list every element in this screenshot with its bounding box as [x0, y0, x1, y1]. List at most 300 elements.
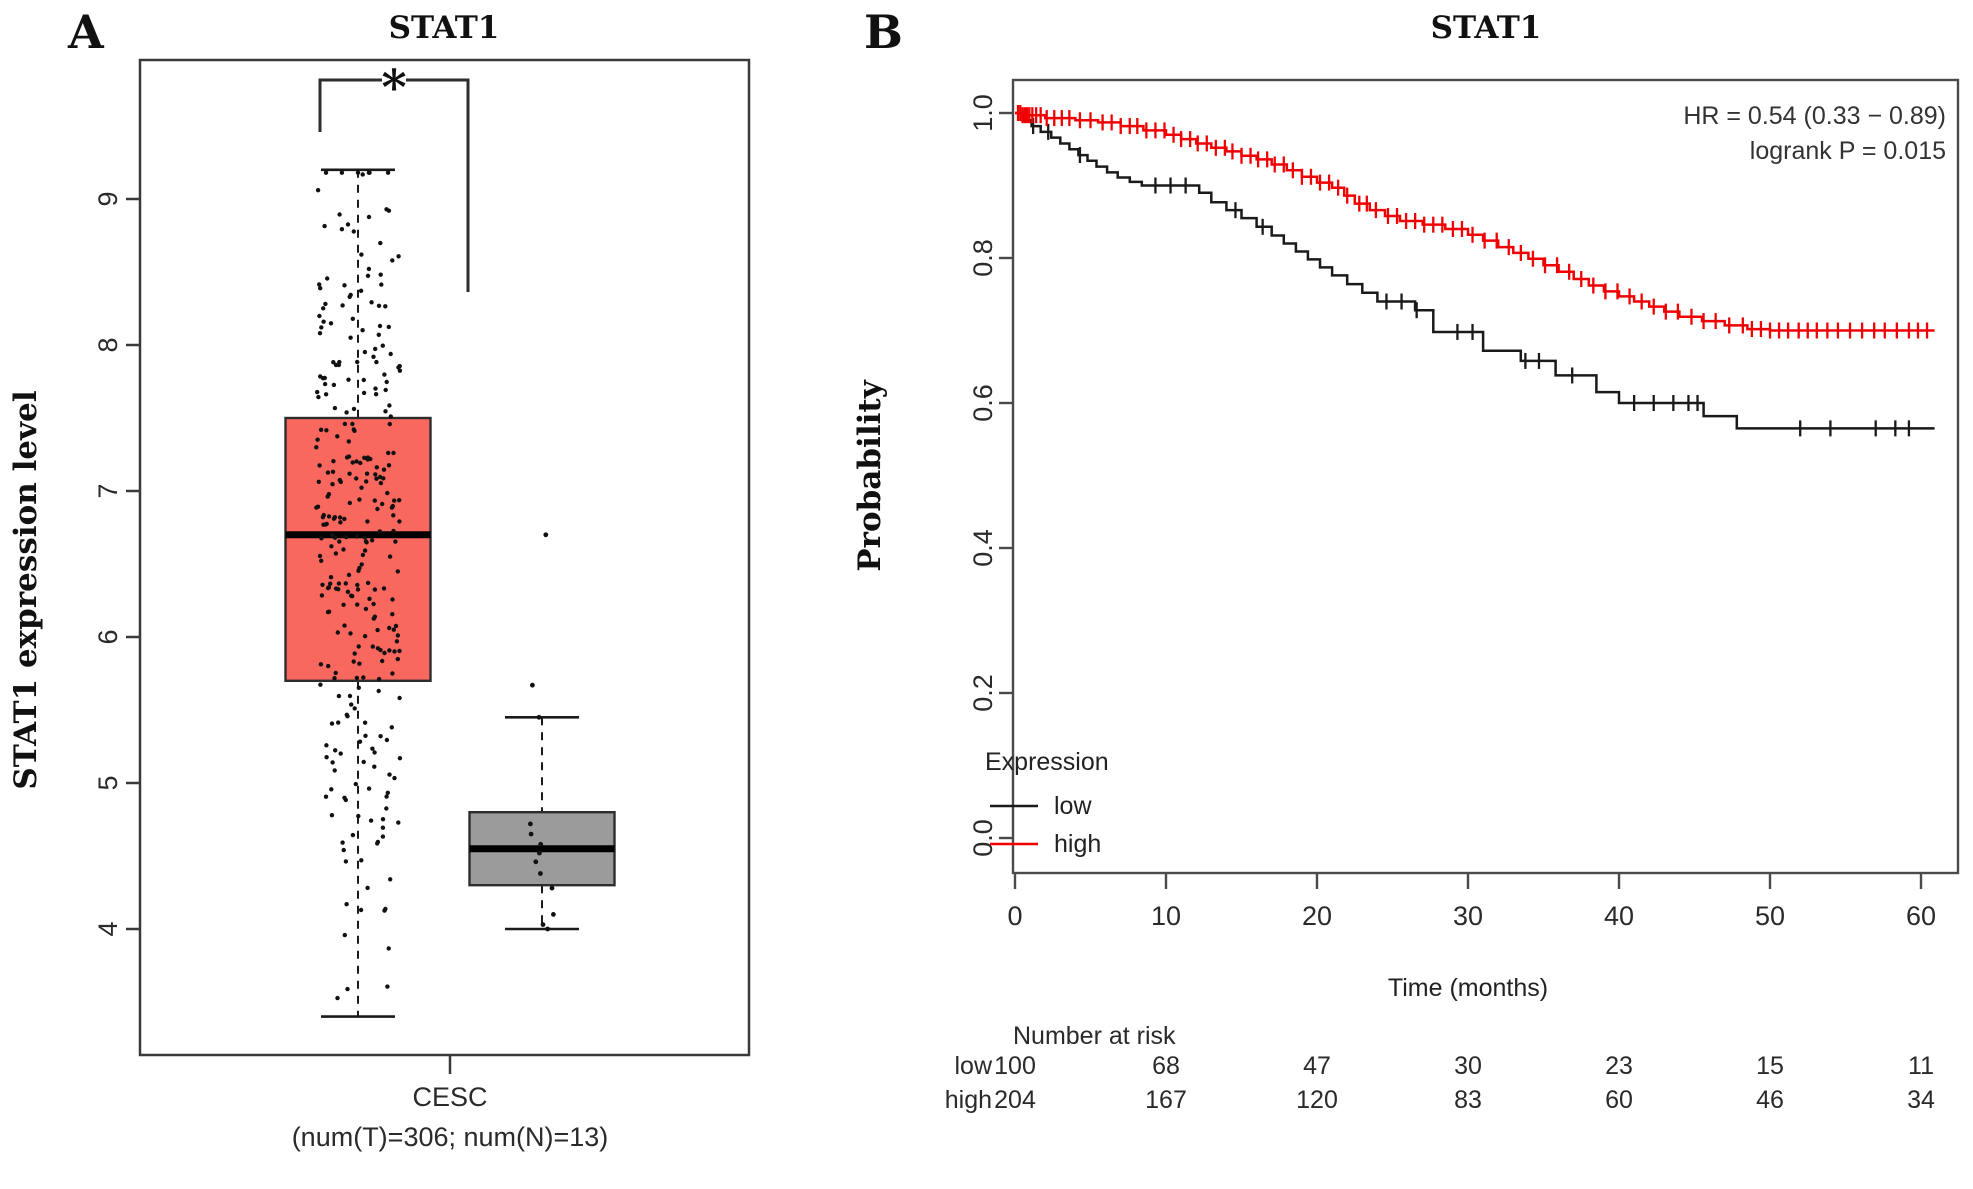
jitter-point — [330, 760, 334, 764]
jitter-point — [333, 515, 337, 519]
jitter-point — [385, 380, 389, 384]
jitter-point — [361, 172, 365, 176]
jitter-point — [319, 662, 323, 666]
jitter-point — [323, 376, 327, 380]
jitter-point — [314, 505, 318, 509]
panel-a-title: STAT1 — [388, 10, 500, 46]
jitter-point — [369, 818, 373, 822]
jitter-point — [349, 293, 353, 297]
jitter-point — [329, 321, 333, 325]
jitter-point — [392, 628, 396, 632]
jitter-point — [359, 908, 363, 912]
jitter-point — [333, 768, 337, 772]
y-tick-label: 0.6 — [968, 384, 998, 422]
jitter-point — [366, 455, 370, 459]
jitter-point — [342, 796, 346, 800]
panel-a-y-axis-label: STAT1 expression level — [8, 390, 44, 790]
jitter-point — [393, 539, 397, 543]
jitter-point — [353, 706, 357, 710]
y-tick-label: 0.2 — [968, 674, 998, 712]
jitter-point — [371, 355, 375, 359]
jitter-point — [324, 743, 328, 747]
jitter-point — [363, 734, 367, 738]
jitter-point — [366, 581, 370, 585]
jitter-point — [374, 392, 378, 396]
jitter-point — [379, 273, 383, 277]
jitter-point — [397, 498, 401, 502]
jitter-point — [363, 634, 367, 638]
jitter-point — [367, 597, 371, 601]
jitter-point — [390, 258, 394, 262]
jitter-point — [356, 171, 360, 175]
jitter-point — [386, 791, 390, 795]
risk-row-label: low — [954, 1052, 992, 1080]
jitter-point — [335, 434, 339, 438]
jitter-point — [317, 480, 321, 484]
jitter-point — [319, 428, 323, 432]
jitter-point — [381, 344, 385, 348]
jitter-point — [385, 984, 389, 988]
jitter-point — [331, 459, 335, 463]
jitter-point — [329, 544, 333, 548]
jitter-point — [323, 302, 327, 306]
legend-high-label: high — [1054, 830, 1102, 858]
jitter-point — [372, 765, 376, 769]
risk-value: 68 — [1152, 1052, 1180, 1080]
jitter-point — [341, 547, 345, 551]
jitter-point — [336, 587, 340, 591]
risk-value: 83 — [1454, 1086, 1482, 1114]
jitter-point — [389, 352, 393, 356]
jitter-point — [330, 721, 334, 725]
jitter-point — [384, 806, 388, 810]
jitter-point — [316, 395, 320, 399]
jitter-point — [344, 859, 348, 863]
jitter-point — [346, 222, 350, 226]
y-tick-label: 7 — [93, 483, 123, 499]
y-tick-label: 0.8 — [968, 239, 998, 277]
jitter-point — [377, 677, 381, 681]
jitter-point — [377, 333, 381, 337]
jitter-point — [363, 350, 367, 354]
jitter-point — [355, 676, 359, 680]
jitter-point — [330, 482, 334, 486]
jitter-point — [380, 502, 384, 506]
jitter-point — [329, 575, 333, 579]
risk-value: 46 — [1756, 1086, 1784, 1114]
jitter-point — [376, 840, 380, 844]
jitter-point — [338, 520, 342, 524]
jitter-point — [326, 470, 330, 474]
jitter-point — [391, 529, 395, 533]
normal-point — [537, 851, 542, 856]
jitter-point — [327, 585, 331, 589]
jitter-point — [373, 498, 377, 502]
x-tick-label: 40 — [1603, 901, 1635, 931]
jitter-point — [342, 283, 346, 287]
jitter-point — [378, 241, 382, 245]
y-tick-label: 0.4 — [968, 529, 998, 567]
jitter-point — [342, 517, 346, 521]
jitter-point — [363, 548, 367, 552]
jitter-point — [352, 407, 356, 411]
x-tick-label: 20 — [1301, 901, 1333, 931]
jitter-point — [343, 933, 347, 937]
risk-value: 167 — [1145, 1086, 1187, 1114]
risk-table-header: Number at risk — [1013, 1022, 1176, 1050]
jitter-point — [375, 507, 379, 511]
jitter-point — [362, 391, 366, 395]
jitter-point — [390, 597, 394, 601]
normal-point — [528, 822, 533, 827]
jitter-point — [338, 515, 342, 519]
jitter-point — [367, 267, 371, 271]
jitter-point — [335, 996, 339, 1000]
jitter-point — [394, 624, 398, 628]
logrank-annotation: logrank P = 0.015 — [1749, 137, 1946, 165]
jitter-point — [378, 648, 382, 652]
normal-point — [545, 927, 550, 932]
jitter-point — [398, 756, 402, 760]
jitter-point — [391, 451, 395, 455]
jitter-point — [321, 523, 325, 527]
jitter-point — [326, 494, 330, 498]
jitter-point — [374, 360, 378, 364]
jitter-point — [372, 616, 376, 620]
jitter-point — [333, 536, 337, 540]
jitter-point — [337, 694, 341, 698]
jitter-point — [336, 630, 340, 634]
jitter-point — [383, 409, 387, 413]
risk-value: 23 — [1605, 1052, 1633, 1080]
jitter-point — [370, 538, 374, 542]
panel-b-title: STAT1 — [1430, 10, 1542, 46]
jitter-point — [340, 303, 344, 307]
jitter-point — [387, 946, 391, 950]
y-tick-label: 4 — [93, 921, 123, 937]
jitter-point — [362, 378, 366, 382]
jitter-point — [336, 720, 340, 724]
jitter-point — [341, 603, 345, 607]
jitter-point — [348, 694, 352, 698]
jitter-point — [379, 282, 383, 286]
jitter-point — [340, 171, 344, 175]
jitter-point — [357, 644, 361, 648]
jitter-point — [355, 534, 359, 538]
panel-a-label: A — [68, 5, 104, 59]
normal-point — [533, 859, 538, 864]
jitter-point — [346, 590, 350, 594]
jitter-point — [396, 657, 400, 661]
x-tick-label: 30 — [1452, 901, 1484, 931]
jitter-point — [361, 553, 365, 557]
jitter-point — [351, 317, 355, 321]
jitter-point — [364, 479, 368, 483]
jitter-point — [329, 787, 333, 791]
risk-value: 204 — [994, 1086, 1036, 1114]
jitter-point — [369, 300, 373, 304]
jitter-point — [392, 776, 396, 780]
jitter-point — [318, 683, 322, 687]
jitter-point — [324, 755, 328, 759]
jitter-point — [320, 593, 324, 597]
jitter-point — [365, 472, 369, 476]
jitter-point — [364, 540, 368, 544]
panel-a-boxplot — [0, 0, 850, 1189]
panel-b-label: B — [864, 5, 903, 59]
jitter-point — [324, 392, 328, 396]
jitter-point — [397, 696, 401, 700]
jitter-point — [326, 664, 330, 668]
panel-a-plot-frame — [140, 60, 749, 1055]
jitter-point — [357, 686, 361, 690]
panel-b-axis-ticks — [968, 94, 1936, 931]
jitter-point — [387, 772, 391, 776]
jitter-point — [347, 472, 351, 476]
jitter-point — [367, 171, 371, 175]
jitter-point — [390, 725, 394, 729]
panel-a-subtitle: (num(T)=306; num(N)=13) — [291, 1122, 609, 1152]
panel-a-boxes — [286, 170, 615, 1017]
jitter-point — [359, 858, 363, 862]
jitter-point — [396, 569, 400, 573]
box-tumor — [286, 418, 431, 681]
jitter-point — [355, 602, 359, 606]
jitter-point — [352, 659, 356, 663]
jitter-point — [334, 671, 338, 675]
jitter-point — [322, 224, 326, 228]
jitter-point — [337, 212, 341, 216]
jitter-point — [317, 314, 321, 318]
jitter-point — [356, 587, 360, 591]
jitter-point — [317, 282, 321, 286]
jitter-point — [340, 840, 344, 844]
jitter-point — [326, 610, 330, 614]
jitter-point — [319, 559, 323, 563]
jitter-point — [383, 304, 387, 308]
jitter-point — [392, 649, 396, 653]
jitter-point — [352, 429, 356, 433]
jitter-point — [358, 740, 362, 744]
normal-point — [541, 922, 546, 927]
hr-annotation: HR = 0.54 (0.33 − 0.89) — [1683, 102, 1946, 130]
jitter-point — [324, 795, 328, 799]
jitter-point — [321, 515, 325, 519]
jitter-point — [354, 476, 358, 480]
jitter-point — [317, 463, 321, 467]
jitter-point — [373, 347, 377, 351]
normal-point — [530, 683, 535, 688]
jitter-point — [396, 633, 400, 637]
jitter-point — [319, 325, 323, 329]
jitter-point — [397, 519, 401, 523]
y-tick-label: 1.0 — [968, 94, 998, 132]
jitter-point — [330, 813, 334, 817]
jitter-point — [388, 422, 392, 426]
jitter-point — [344, 535, 348, 539]
jitter-point — [392, 498, 396, 502]
jitter-point — [363, 535, 367, 539]
jitter-point — [367, 215, 371, 219]
jitter-point — [333, 748, 337, 752]
y-tick-label: 8 — [93, 337, 123, 353]
jitter-point — [340, 227, 344, 231]
risk-value: 15 — [1756, 1052, 1784, 1080]
jitter-point — [359, 289, 363, 293]
jitter-point — [386, 171, 390, 175]
jitter-point — [345, 714, 349, 718]
jitter-point — [362, 760, 366, 764]
jitter-point — [359, 252, 363, 256]
jitter-point — [387, 626, 391, 630]
normal-point — [543, 532, 548, 537]
jitter-point — [378, 529, 382, 533]
jitter-point — [343, 422, 347, 426]
jitter-point — [350, 422, 354, 426]
km-legend — [985, 748, 1109, 858]
jitter-point — [351, 833, 355, 837]
jitter-point — [331, 360, 335, 364]
jitter-point — [344, 581, 348, 585]
jitter-point — [352, 229, 356, 233]
jitter-point — [364, 607, 368, 611]
jitter-point — [354, 459, 358, 463]
jitter-point — [373, 386, 377, 390]
risk-value: 120 — [1296, 1086, 1338, 1114]
jitter-point — [331, 470, 335, 474]
jitter-point — [318, 331, 322, 335]
jitter-point — [348, 631, 352, 635]
jitter-point — [338, 478, 342, 482]
jitter-point — [378, 324, 382, 328]
jitter-point — [371, 644, 375, 648]
jitter-point — [387, 648, 391, 652]
jitter-point — [365, 886, 369, 890]
jitter-point — [355, 360, 359, 364]
jitter-point — [324, 171, 328, 175]
jitter-point — [344, 410, 348, 414]
bracket-right — [406, 80, 468, 292]
jitter-point — [345, 987, 349, 991]
risk-value: 47 — [1303, 1052, 1331, 1080]
normal-point — [529, 832, 534, 837]
jitter-point — [320, 583, 324, 587]
risk-value: 30 — [1454, 1052, 1482, 1080]
jitter-point — [360, 562, 364, 566]
jitter-point — [325, 276, 329, 280]
jitter-point — [357, 566, 361, 570]
jitter-point — [354, 782, 358, 786]
bracket-left — [320, 80, 382, 132]
jitter-point — [348, 501, 352, 505]
risk-value: 100 — [994, 1052, 1036, 1080]
jitter-point — [323, 382, 327, 386]
jitter-point — [378, 734, 382, 738]
risk-value: 60 — [1605, 1086, 1633, 1114]
normal-point — [537, 715, 542, 720]
significance-asterisk: * — [381, 60, 407, 116]
jitter-point — [390, 612, 394, 616]
jitter-point — [367, 786, 371, 790]
jitter-point — [332, 676, 336, 680]
jitter-point — [384, 794, 388, 798]
jitter-point — [321, 306, 325, 310]
jitter-point — [375, 628, 379, 632]
jitter-point — [391, 513, 395, 517]
jitter-point — [327, 514, 331, 518]
jitter-point — [349, 702, 353, 706]
jitter-point — [319, 536, 323, 540]
jitter-point — [363, 721, 367, 725]
panel-a-y-ticks — [93, 191, 140, 936]
jitter-point — [370, 747, 374, 751]
jitter-point — [321, 320, 325, 324]
jitter-point — [382, 908, 386, 912]
legend-title: Expression — [985, 748, 1109, 776]
jitter-point — [365, 519, 369, 523]
jitter-point — [384, 388, 388, 392]
jitter-point — [314, 445, 318, 449]
jitter-point — [353, 651, 357, 655]
normal-point — [538, 842, 543, 847]
jitter-point — [390, 671, 394, 675]
jitter-point — [346, 378, 350, 382]
jitter-point — [389, 414, 393, 418]
jitter-point — [361, 675, 365, 679]
jitter-point — [381, 817, 385, 821]
jitter-point — [382, 372, 386, 376]
jitter-point — [387, 209, 391, 213]
risk-row-label: high — [944, 1086, 992, 1114]
jitter-point — [382, 651, 386, 655]
jitter-point — [333, 406, 337, 410]
jitter-point — [334, 551, 338, 555]
jitter-point — [347, 573, 351, 577]
jitter-point — [390, 505, 394, 509]
jitter-point — [397, 649, 401, 653]
jitter-point — [396, 254, 400, 258]
jitter-point — [377, 304, 381, 308]
jitter-point — [316, 188, 320, 192]
jitter-point — [395, 639, 399, 643]
jitter-point — [388, 554, 392, 558]
jitter-point — [315, 390, 319, 394]
jitter-point — [342, 848, 346, 852]
jitter-point — [347, 439, 351, 443]
jitter-point — [372, 750, 376, 754]
normal-point — [550, 886, 555, 891]
panel-a-x-tick-label: CESC — [412, 1082, 488, 1112]
jitter-point — [318, 286, 322, 290]
jitter-point — [371, 602, 375, 606]
jitter-point — [337, 539, 341, 543]
jitter-point — [348, 336, 352, 340]
jitter-point — [396, 820, 400, 824]
significance-bracket — [320, 60, 468, 292]
panel-b-km-plot — [850, 0, 1973, 1189]
jitter-point — [357, 662, 361, 666]
risk-value: 34 — [1907, 1086, 1935, 1114]
risk-value: 11 — [1908, 1052, 1934, 1080]
jitter-point — [332, 383, 336, 387]
jitter-point — [339, 751, 343, 755]
jitter-point — [375, 465, 379, 469]
jitter-point — [342, 623, 346, 627]
risk-table — [945, 1052, 1935, 1114]
jitter-point — [351, 460, 355, 464]
jitter-point — [337, 363, 341, 367]
jitter-point — [385, 738, 389, 742]
